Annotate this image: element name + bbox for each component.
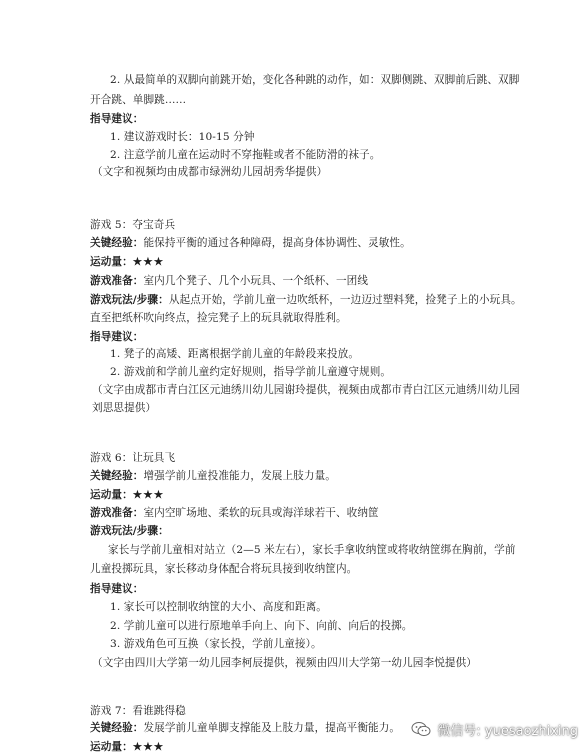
advice-item: 1. 凳子的高矮、距离根据学前儿童的年龄段来投放。 xyxy=(110,348,360,360)
advice-label: 指导建议： xyxy=(90,331,144,343)
advice-label: 指导建议： xyxy=(90,113,144,125)
advice-label: 指导建议： xyxy=(90,583,144,595)
play-label: 游戏玩法/步骤： xyxy=(90,294,169,306)
prep-label: 游戏准备： xyxy=(90,507,144,519)
wechat-icon xyxy=(411,721,431,737)
key-experience-text: 能保持平衡的通过各种障碍，提高身体协调性、灵敏性。 xyxy=(143,237,411,249)
advice-item: 2. 游戏前和学前儿童约定好规则，指导学前儿童遵守规则。 xyxy=(110,366,392,378)
key-experience-row xyxy=(90,236,411,250)
advice-item: 3. 游戏角色可互换（家长投，学前儿童接）。 xyxy=(110,638,322,650)
advice-item: 2. 注意学前儿童在运动时不穿拖鞋或者不能防滑的袜子。 xyxy=(110,149,381,161)
exercise-stars: ★★★ xyxy=(132,489,165,501)
exercise-stars: ★★★ xyxy=(132,741,165,753)
step-2-text-cont: 开合跳、单脚跳…… xyxy=(90,94,187,106)
credit-text: （文字由四川大学第一幼儿园李柯辰提供，视频由四川大学第一幼儿园李悦提供） xyxy=(92,657,477,669)
key-experience-label: 关键经验： xyxy=(90,722,144,734)
exercise-label: 运动量： xyxy=(90,489,133,501)
game-6-title: 游戏 6：让玩具飞 xyxy=(90,452,176,464)
wechat-watermark xyxy=(411,718,578,740)
key-experience-row xyxy=(90,721,400,735)
play-text-cont: 直至把纸杯吹向终点，捡完凳子上的玩具就取得胜利。 xyxy=(90,312,347,324)
exercise-label: 运动量： xyxy=(90,741,133,753)
exercise-label: 运动量： xyxy=(90,256,133,268)
play-row xyxy=(90,293,522,307)
key-experience-row xyxy=(90,469,336,483)
credit-text-cont: 刘思思提供） xyxy=(92,402,157,414)
advice-item: 2. 学前儿童可以进行原地单手向上、向下、向前、向后的投掷。 xyxy=(110,620,413,632)
game-5-title: 游戏 5：夺宝奇兵 xyxy=(90,219,176,231)
step-2-text: 2. 从最简单的双脚向前跳开始，变化各种跳的动作，如：双脚侧跳、双脚前后跳、双脚 xyxy=(110,74,520,86)
play-text: 从起点开始，学前儿童一边吹纸杯，一边迈过塑料凳，捡凳子上的小玩具。 xyxy=(168,294,522,306)
exercise-stars: ★★★ xyxy=(132,256,165,268)
exercise-row xyxy=(90,488,164,502)
prep-row xyxy=(90,506,379,520)
key-experience-label: 关键经验： xyxy=(90,470,144,482)
play-label: 游戏玩法/步骤： xyxy=(90,525,169,537)
advice-item: 1. 家长可以控制收纳筐的大小、高度和距离。 xyxy=(110,601,327,613)
key-experience-text: 发展学前儿童单脚支撑能及上肢力量，提高平衡能力。 xyxy=(143,722,401,734)
prep-label: 游戏准备： xyxy=(90,275,144,287)
advice-item: 1. 建议游戏时长：10-15 分钟 xyxy=(110,131,255,143)
watermark-text: 微信号: yuesaozhixing xyxy=(437,723,578,739)
prep-row xyxy=(90,274,368,288)
prep-text: 室内几个凳子、几个小玩具、一个纸杯、一团线 xyxy=(143,275,369,287)
exercise-row xyxy=(90,255,164,269)
prep-text: 室内空旷场地、柔软的玩具或海洋球若干、收纳筐 xyxy=(143,507,379,519)
play-text-cont: 儿童投掷玩具，家长移动身体配合将玩具接到收纳筐内。 xyxy=(90,563,358,575)
key-experience-text: 增强学前儿童投准能力，发展上肢力量。 xyxy=(143,470,336,482)
game-7-title: 游戏 7：看谁跳得稳 xyxy=(90,705,186,717)
play-text: 家长与学前儿童相对站立（2—5 米左右），家长手拿收纳筐或将收纳筐绑在胸前，学前 xyxy=(108,544,516,556)
credit-text: （文字由成都市青白江区元迪绣川幼儿园谢玲提供，视频由成都市青白江区元迪绣川幼儿园 xyxy=(92,384,520,396)
key-experience-label: 关键经验： xyxy=(90,237,144,249)
credit-text: （文字和视频均由成都市绿洲幼儿园胡秀华提供） xyxy=(92,166,328,178)
exercise-row xyxy=(90,740,164,754)
